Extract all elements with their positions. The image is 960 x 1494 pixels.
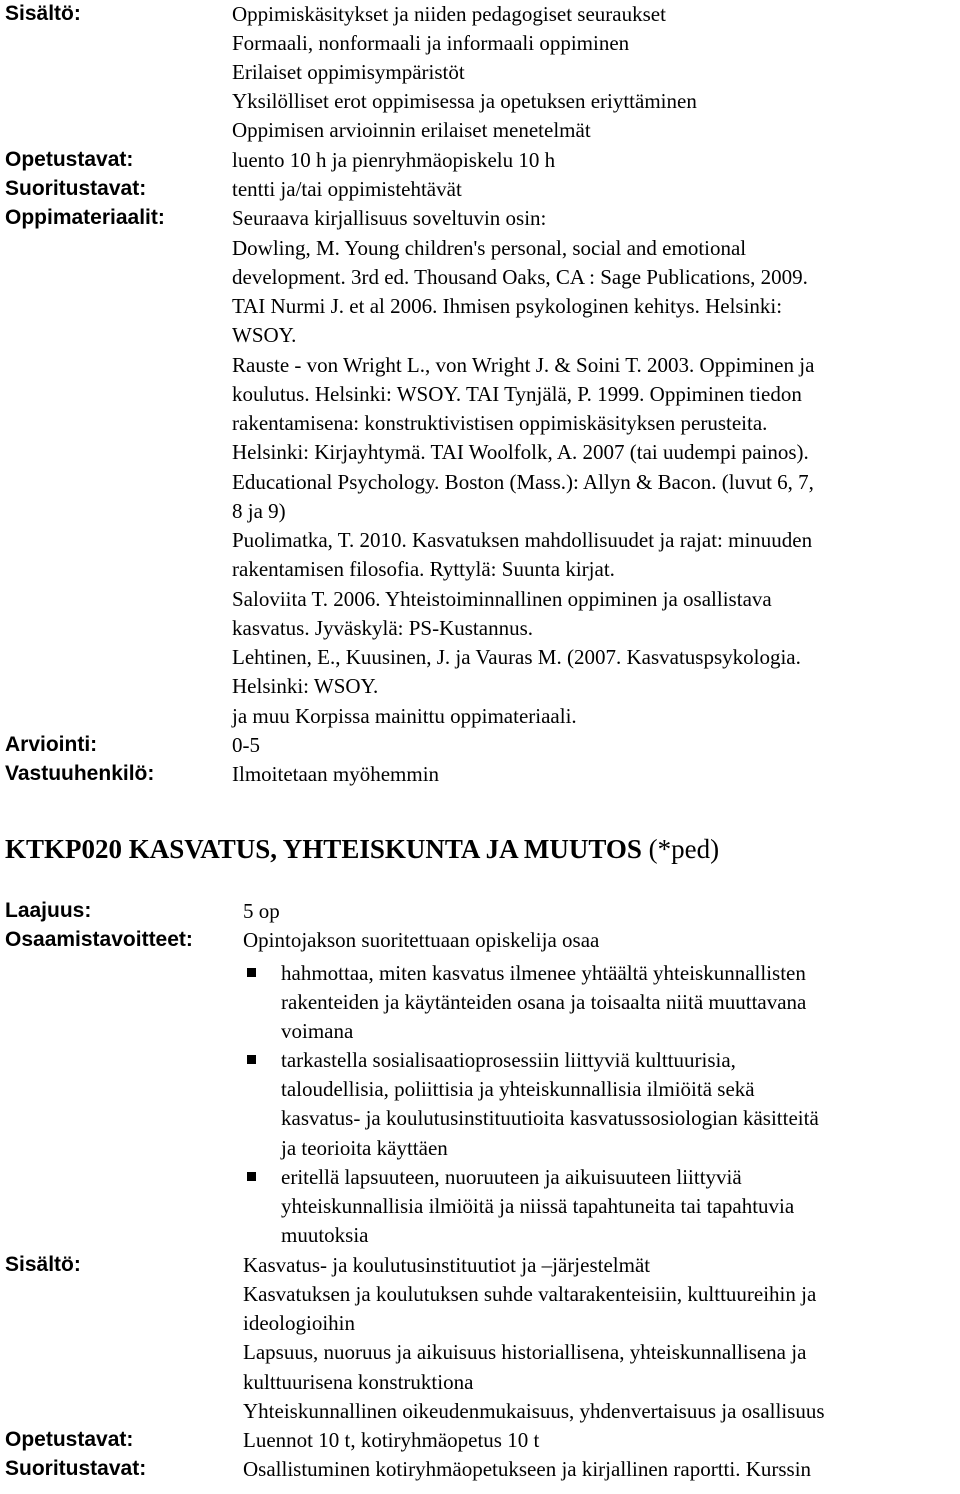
laajuus-value: 5 op bbox=[243, 899, 280, 923]
sisalto2-line: Kasvatuksen ja koulutuksen suhde valtarakenteisiin, kulttuureihin ja bbox=[243, 1282, 817, 1306]
oppimateriaalit-label: Oppimateriaalit: bbox=[5, 206, 165, 229]
sisalto2-line: ideologioihin bbox=[243, 1311, 355, 1335]
sisalto2-line: kulttuurisena konstruktiona bbox=[243, 1370, 474, 1394]
course-code-title: KTKP020 KASVATUS, YHTEISKUNTA JA MUUTOS bbox=[5, 834, 642, 864]
material-line: Puolimatka, T. 2010. Kasvatuksen mahdollisuudet ja rajat: minuuden bbox=[232, 528, 813, 552]
material-line: Helsinki: Kirjayhtymä. TAI Woolfolk, A. 2007 (tai uudempi painos). bbox=[232, 440, 809, 464]
sisalto-line: Oppimiskäsitykset ja niiden pedagogiset seuraukset bbox=[232, 2, 666, 26]
material-line: Rauste - von Wright L., von Wright J. & Soini T. 2003. Oppiminen ja bbox=[232, 353, 815, 377]
sisalto2-label: Sisältö: bbox=[5, 1253, 81, 1276]
osaamistavoitteet-intro: Opintojakson suoritettuaan opiskelija osaa bbox=[243, 928, 600, 952]
bullet-line: hahmottaa, miten kasvatus ilmenee yhtäältä yhteiskunnallisten bbox=[281, 961, 806, 985]
sisalto-line: Oppimisen arvioinnin erilaiset menetelmät bbox=[232, 118, 591, 142]
suoritustavat2-label: Suoritustavat: bbox=[5, 1457, 147, 1480]
bullet-line: muutoksia bbox=[281, 1223, 369, 1247]
course-title bbox=[5, 832, 719, 866]
suoritustavat-label: Suoritustavat: bbox=[5, 177, 147, 200]
sisalto-label: Sisältö: bbox=[5, 2, 81, 25]
bullet-line: rakenteiden ja käytänteiden osana ja toisaalta niitä muuttavana bbox=[281, 990, 807, 1014]
bullet-square-icon bbox=[247, 1055, 256, 1064]
sisalto-line: Erilaiset oppimisympäristöt bbox=[232, 60, 465, 84]
sisalto2-line: Lapsuus, nuoruus ja aikuisuus historiallisena, yhteiskunnallisena ja bbox=[243, 1340, 807, 1364]
material-line: TAI Nurmi J. et al 2006. Ihmisen psykologinen kehitys. Helsinki: bbox=[232, 294, 783, 318]
material-line: Helsinki: WSOY. bbox=[232, 674, 379, 698]
osaamistavoitteet-label: Osaamistavoitteet: bbox=[5, 928, 193, 951]
suoritustavat-value: tentti ja/tai oppimistehtävät bbox=[232, 177, 462, 201]
material-line: koulutus. Helsinki: WSOY. TAI Tynjälä, P. 1999. Oppiminen tiedon bbox=[232, 382, 802, 406]
bullet-line: eritellä lapsuuteen, nuoruuteen ja aikuisuuteen liittyviä bbox=[281, 1165, 742, 1189]
suoritustavat2-value: Osallistuminen kotiryhmäopetukseen ja kirjallinen raportti. Kurssin bbox=[243, 1457, 812, 1481]
arviointi-label: Arviointi: bbox=[5, 733, 98, 756]
material-line: kasvatus. Jyväskylä: PS-Kustannus. bbox=[232, 616, 533, 640]
material-line: Saloviita T. 2006. Yhteistoiminnallinen oppiminen ja osallistava bbox=[232, 587, 772, 611]
material-line: Seuraava kirjallisuus soveltuvin osin: bbox=[232, 206, 547, 230]
opetustavat2-value: Luennot 10 t, kotiryhmäopetus 10 t bbox=[243, 1428, 540, 1452]
opetustavat2-label: Opetustavat: bbox=[5, 1428, 134, 1451]
material-line: WSOY. bbox=[232, 323, 297, 347]
course-title-suffix: (*ped) bbox=[641, 834, 720, 864]
vastuuhenkilo-label: Vastuuhenkilö: bbox=[5, 762, 155, 785]
opetustavat-value: luento 10 h ja pienryhmäopiskelu 10 h bbox=[232, 148, 556, 172]
bullet-line: taloudellisia, poliittisia ja yhteiskunnallisia ilmiöitä sekä bbox=[281, 1077, 755, 1101]
sisalto2-line: Yhteiskunnallinen oikeudenmukaisuus, yhdenvertaisuus ja osallisuus bbox=[243, 1399, 825, 1423]
material-line: rakentamisena: konstruktivistisen oppimiskäsityksen perusteita. bbox=[232, 411, 768, 435]
bullet-square-icon bbox=[247, 968, 256, 977]
material-line: development. 3rd ed. Thousand Oaks, CA : Sage Publications, 2009. bbox=[232, 265, 808, 289]
bullet-square-icon bbox=[247, 1172, 256, 1181]
sisalto-line: Formaali, nonformaali ja informaali oppiminen bbox=[232, 31, 630, 55]
opetustavat-label: Opetustavat: bbox=[5, 148, 134, 171]
sisalto-line: Yksilölliset erot oppimisessa ja opetuksen eriyttäminen bbox=[232, 89, 697, 113]
laajuus-label: Laajuus: bbox=[5, 899, 92, 922]
vastuuhenkilo-value: Ilmoitetaan myöhemmin bbox=[232, 762, 440, 786]
bullet-line: ja teorioita käyttäen bbox=[281, 1136, 448, 1160]
material-line: rakentamisen filosofia. Ryttylä: Suunta kirjat. bbox=[232, 557, 615, 581]
material-line: Lehtinen, E., Kuusinen, J. ja Vauras M. (2007. Kasvatuspsykologia. bbox=[232, 645, 801, 669]
bullet-line: tarkastella sosialisaatioprosessiin liittyviä kulttuurisia, bbox=[281, 1048, 736, 1072]
sisalto2-line: Kasvatus- ja koulutusinstituutiot ja –järjestelmät bbox=[243, 1253, 651, 1277]
material-line: Educational Psychology. Boston (Mass.): Allyn & Bacon. (luvut 6, 7, bbox=[232, 470, 814, 494]
material-line: 8 ja 9) bbox=[232, 499, 286, 523]
material-line: Dowling, M. Young children's personal, social and emotional bbox=[232, 236, 747, 260]
bullet-line: voimana bbox=[281, 1019, 354, 1043]
arviointi-value: 0-5 bbox=[232, 733, 260, 757]
bullet-line: kasvatus- ja koulutusinstituutioita kasvatussosiologian käsitteitä bbox=[281, 1106, 819, 1130]
bullet-line: yhteiskunnallisia ilmiöitä ja niissä tapahtuneita tai tapahtuvia bbox=[281, 1194, 795, 1218]
material-line: ja muu Korpissa mainittu oppimateriaali. bbox=[232, 704, 577, 728]
